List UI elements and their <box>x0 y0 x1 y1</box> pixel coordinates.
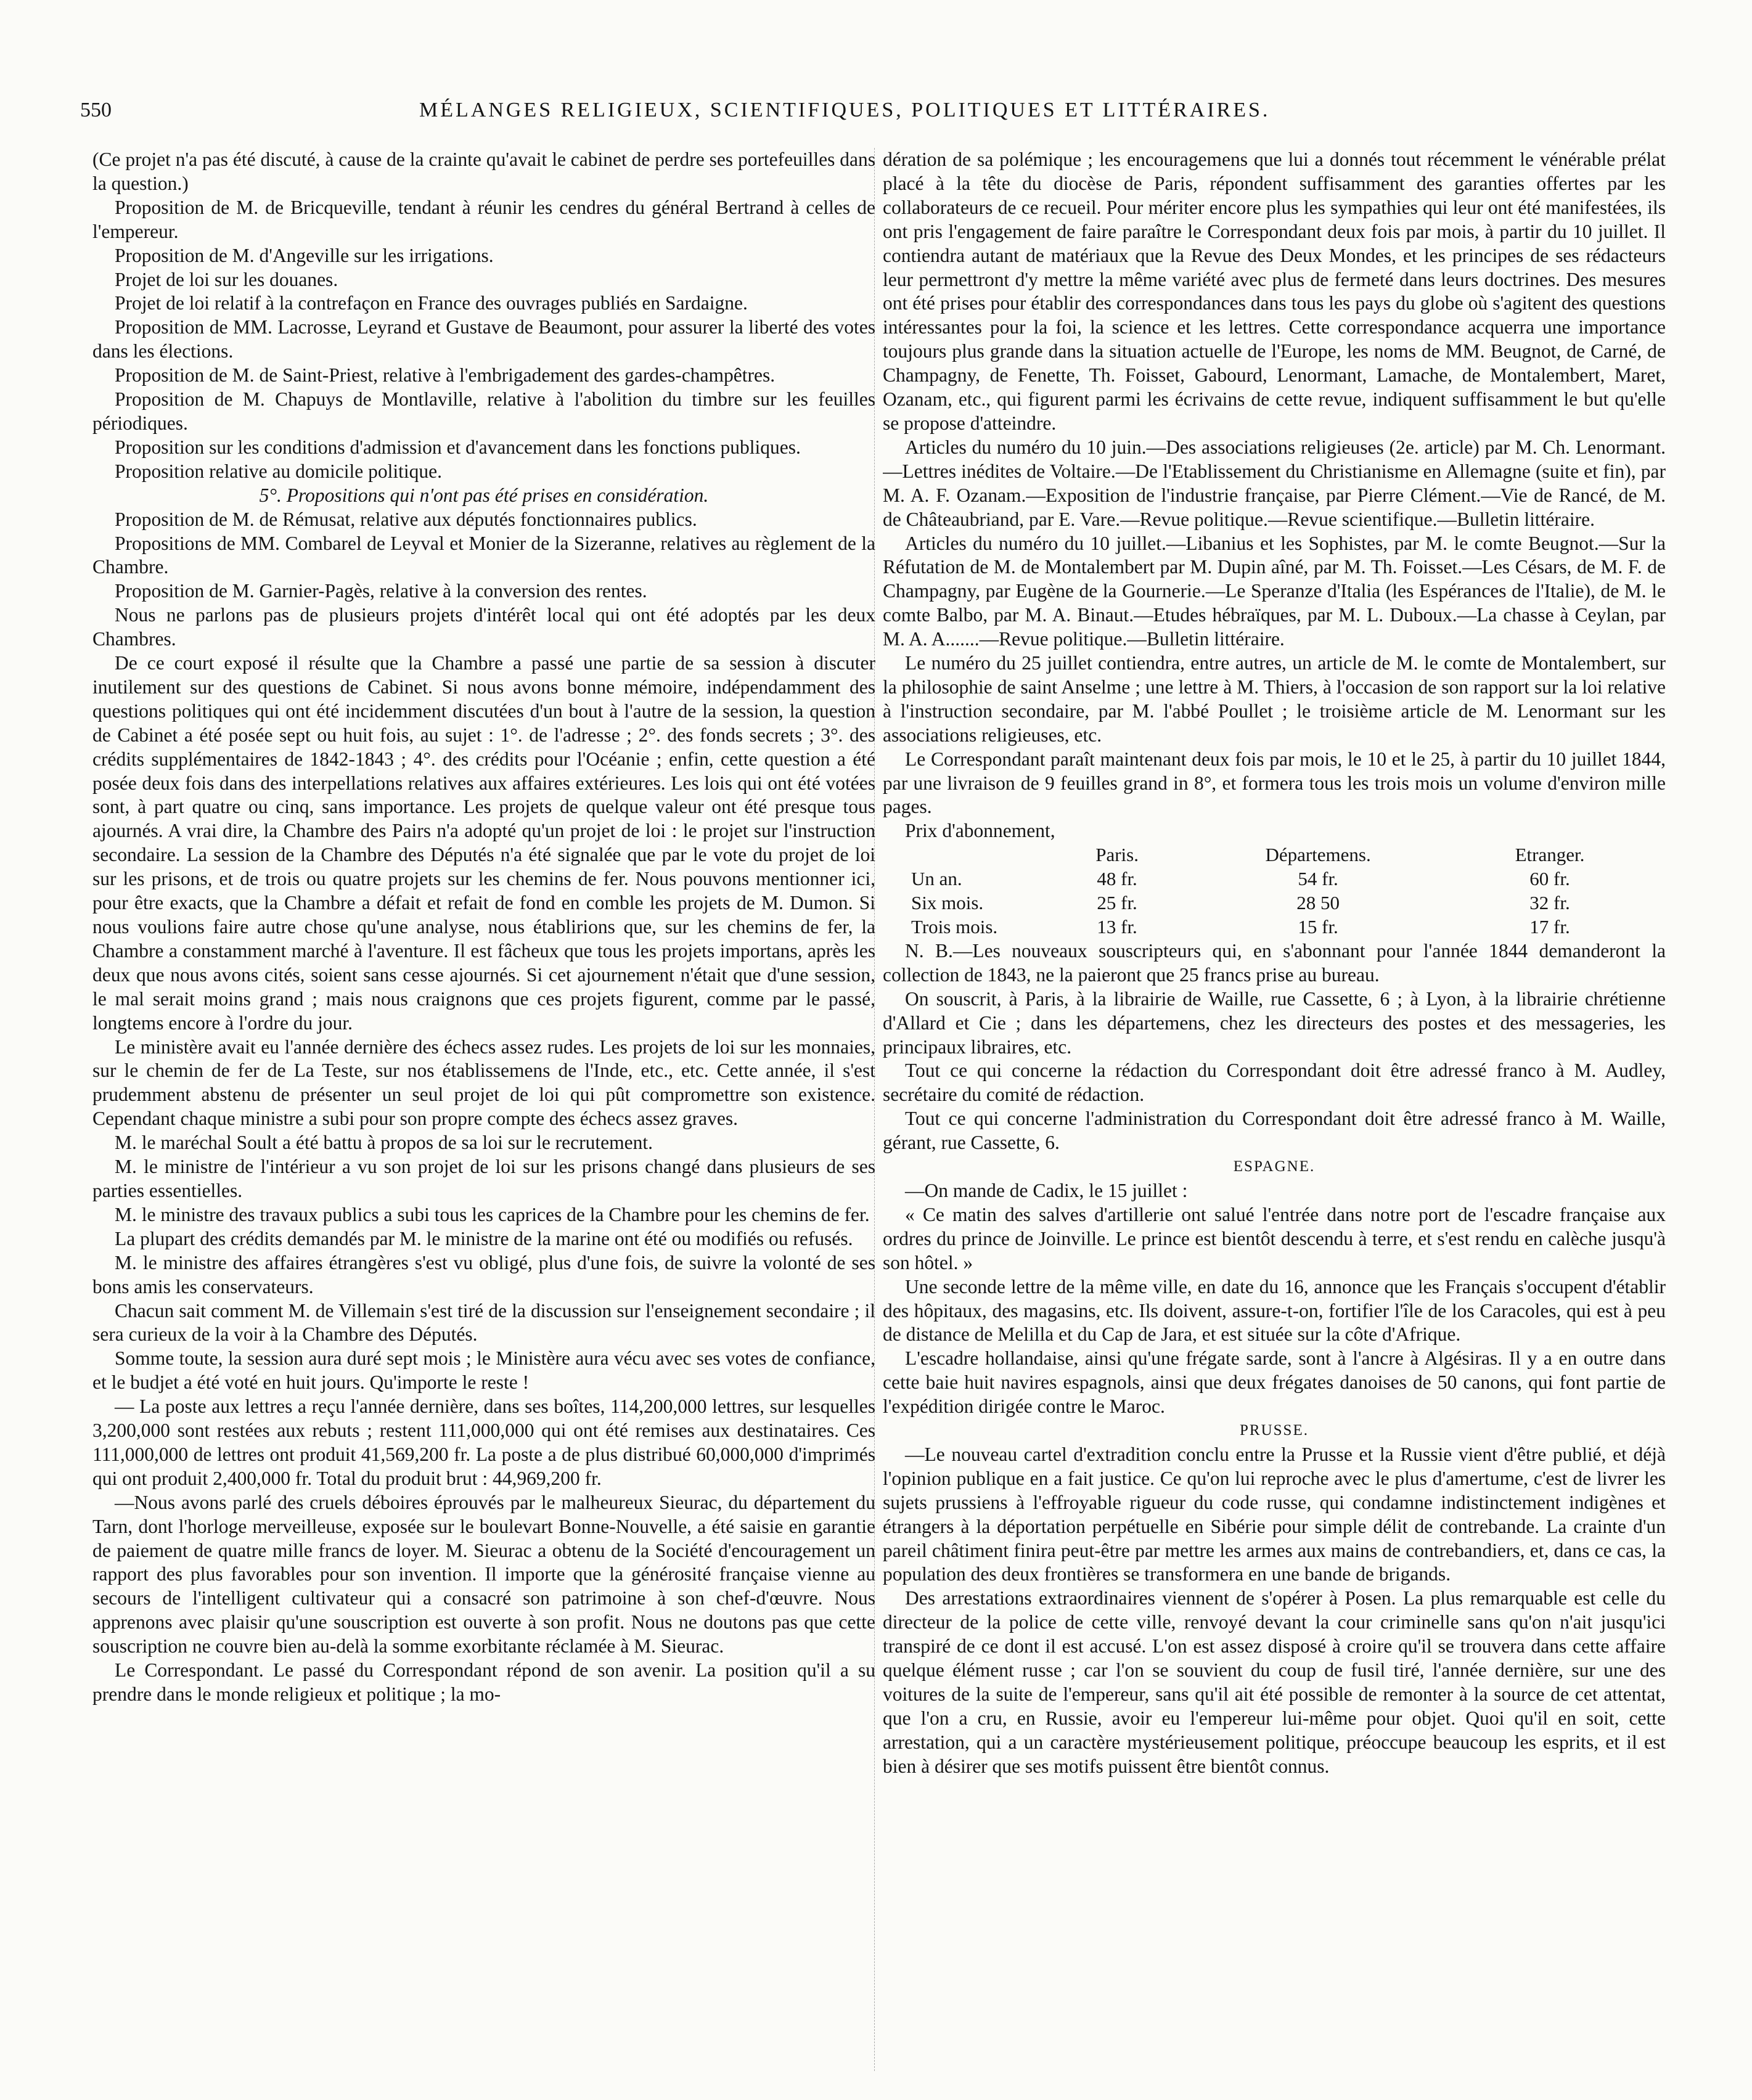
paragraph: Proposition de M. Chapuys de Montlaville, relative à l'abolition du timbre sur les feuilles périodiques. <box>92 388 875 434</box>
section-subheading: 5°. Propositions qui n'ont pas été prises en considération. <box>259 484 709 506</box>
paragraph: Le numéro du 25 juillet contiendra, entre autres, un article de M. le comte de Montalembert, sur la philosophie de saint Anselme ; une lettre à M. Thiers, à l'occasion de son rapport sur la loi relative à l'instruction secondaire, par M. l'abbé Poullet ; le troisième article de M. Lenormant sur les associations religieuses, etc. <box>883 652 1666 746</box>
paragraph: — La poste aux lettres a reçu l'année dernière, dans ses boîtes, 114,200,000 lettres, sur lesquelles 3,200,000 sont restées aux rebuts ; restent 111,000,000 qui ont été remises aux destinataires. Ces 111,000,000 de lettres ont produit 41,569,200 fr. La poste a de plus distribué 60,000,000 d'imprimés qui ont produit 2,400,000 fr. Total du produit brut : 44,969,200 fr. <box>92 1395 875 1489</box>
table-header-cell: Etranger. <box>1515 844 1585 866</box>
paragraph: M. le ministre des travaux publics a subi tous les caprices de la Chambre pour les chemins de fer. <box>115 1203 870 1225</box>
paragraph: Tout ce qui concerne l'administration du Correspondant doit être adressé franco à M. Waille, gérant, rue Cassette, 6. <box>883 1108 1666 1154</box>
table-cell: 25 fr. <box>1097 892 1137 914</box>
table-cell: 28 50 <box>1296 892 1340 914</box>
page-number: 550 <box>80 99 112 121</box>
table-cell: 54 fr. <box>1298 868 1338 890</box>
table-cell: Un an. <box>911 868 962 890</box>
table-cell: 60 fr. <box>1529 868 1570 890</box>
paragraph: Proposition sur les conditions d'admission et d'avancement dans les fonctions publiques. <box>115 436 801 458</box>
section-heading-espagne: ESPAGNE. <box>1233 1158 1316 1175</box>
table-cell: 13 fr. <box>1097 916 1137 938</box>
paragraph: De ce court exposé il résulte que la Chambre a passé une partie de sa session à discuter inutilement sur des questions de Cabinet. Si nous avons bonne mémoire, indépendamment des questions politiques qui ont été incidemment discutées d'un bout à l'autre de la session, la question de Cabinet a été posée sept ou huit fois, au sujet : 1°. de l'adresse ; 2°. des fonds secrets ; 3°. des crédits supplémentaires de 1842-1843 ; 4°. des crédits pour l'Océanie ; enfin, cette question a été posée deux fois dans des interpellations relatives aux affaires extérieures. Les lois qui ont été votées sont, à part quatre ou cinq, sans importance. Les projets de quelque valeur ont été presque tous ajournés. A vrai dire, la Chambre des Pairs n'a adopté qu'un projet de loi : le projet sur l'instruction secondaire. La session de la Chambre des Députés n'a été signalée que par le vote du projet de loi sur les prisons, et de trois ou quatre projets sur les chemins de fer. Nous pouvons mentionner ici, pour être exacts, que la Chambre a défait et refait de fond en comble les projets de M. Dumon. Si nous voulions faire autre chose qu'une analyse, nous établirions que, sur les chemins de fer, la Chambre a constamment marché à l'aventure. Il est fâcheux que tous les projets importans, après les deux que nous avons cités, soient sans cesse ajournés. Si cet ajournement n'était que d'une session, le mal serait moins grand ; mais nous craignons que ces projets figurent, comme par le passé, longtems encore à l'ordre du jour. <box>92 652 875 1034</box>
paragraph: Le Correspondant paraît maintenant deux fois par mois, le 10 et le 25, à partir du 10 juillet 1844, par une livraison de 9 feuilles grand in 8°, et formera tous les trois mois un volume d'environ mille pages. <box>883 748 1666 818</box>
left-column <box>92 148 875 2071</box>
table-cell: 15 fr. <box>1298 916 1338 938</box>
paragraph: Proposition de M. de Saint-Priest, relative à l'embrigadement des gardes-champêtres. <box>115 364 776 386</box>
paragraph: Proposition de M. Garnier-Pagès, relative à la conversion des rentes. <box>115 580 647 602</box>
section-heading-prusse: PRUSSE. <box>1240 1422 1309 1439</box>
subscription-price-table <box>905 843 1645 939</box>
paragraph: Articles du numéro du 10 juin.—Des associations religieuses (2e. article) par M. Ch. Lenormant.—Lettres inédites de Voltaire.—De l'Etablissement du Christianisme en Allemagne (suite et fin), par M. A. F. Ozanam.—Exposition de l'industrie française, par Pierre Clément.—Vie de Rancé, de M. de Châteaubriand, par E. Vare.—Revue politique.—Revue scientifique.—Bulletin littéraire. <box>883 436 1666 530</box>
table-row <box>905 891 1645 915</box>
table-cell: Six mois. <box>911 892 984 914</box>
table-row <box>905 867 1645 891</box>
running-title: MÉLANGES RELIGIEUX, SCIENTIFIQUES, POLITIQUES ET LITTÉRAIRES. <box>419 99 1271 121</box>
paragraph: Le ministère avait eu l'année dernière des échecs assez rudes. Les projets de loi sur les monnaies, sur le chemin de fer de La Teste, sur nos établissemens de l'Inde, etc., etc. Cette année, il s'est prudemment abstenu de présenter un seul projet de loi qui pût compromettre son existence. Cependant chaque ministre a subi pour son propre compte des échecs assez graves. <box>92 1036 875 1130</box>
paragraph: N. B.—Les nouveaux souscripteurs qui, en s'abonnant pour l'année 1844 demanderont la collection de 1843, ne la paieront que 25 francs prise au bureau. <box>883 939 1666 986</box>
paragraph: Le Correspondant. Le passé du Correspondant répond de son avenir. La position qu'il a su prendre dans le monde religieux et politique ; la mo- <box>92 1659 875 1705</box>
paragraph: M. le maréchal Soult a été battu à propos de sa loi sur le recrutement. <box>115 1132 653 1154</box>
right-column <box>883 148 1666 2071</box>
paragraph: —Le nouveau cartel d'extradition conclu entre la Prusse et la Russie vient d'être publié, et déjà l'opinion publique en a fait justice. Ce qu'on lui reproche avec le plus d'amertume, c'est de livrer les sujets prussiens à l'effroyable rigueur du code russe, qui condamne indistinctement indigènes et étrangers à la déportation perpétuelle en Sibérie pour simple délit de contrebande. La crainte d'un pareil châtiment finira peut-être par mettre les armes aux mains de contrebandiers, et, dans ce cas, la population des deux frontières se transformera en une bande de brigands. <box>883 1443 1666 1585</box>
table-header-cell <box>905 843 1053 867</box>
paragraph: Somme toute, la session aura duré sept mois ; le Ministère aura vécu avec ses votes de confiance, et le budjet a été voté en huit jours. Qu'importe le reste ! <box>92 1347 875 1394</box>
paragraph: —Nous avons parlé des cruels déboires éprouvés par le malheureux Sieurac, du département du Tarn, dont l'horloge merveilleuse, exposée sur le boulevart Bonne-Nouvelle, a été saisie en garantie de paiement de quatre mille francs de loyer. M. Sieurac a obtenu de la Société d'encouragement un rapport des plus favorables pour son invention. Il importe que la générosité française vienne au secours de l'intelligent cultivateur qui a consacré son patrimoine à son chef-d'œuvre. Nous apprenons avec plaisir qu'une souscription est ouverte à son profit. Nous ne doutons pas que cette souscription ne couvre bien au-delà la somme exorbitante réclamée à M. Sieurac. <box>92 1491 875 1657</box>
paragraph: Des arrestations extraordinaires viennent de s'opérer à Posen. La plus remarquable est celle du directeur de la police de cette ville, renvoyé devant la cour criminelle sans qu'on n'ait jusqu'ici transpiré de ce dont il est accusé. L'on est assez disposé à croire qu'il se trouvera dans cette affaire quelque élément russe ; car l'on se souvient du coup de fusil tiré, l'année dernière, sur une des voitures de la suite de l'empereur, sans qu'il ait été possible de remonter à la source de cet attentat, que l'on a cru, en Russie, avoir eu l'empereur lui-même pour objet. Quoi qu'il en soit, cette arrestation, qui a un caractère mystérieusement politique, préoccupe beaucoup les esprits, et il est bien à désirer que ses motifs puissent être bientôt connus. <box>883 1587 1666 1777</box>
paragraph: —On mande de Cadix, le 15 juillet : <box>905 1179 1188 1201</box>
paragraph: Propositions de MM. Combarel de Leyval et Monier de la Sizeranne, relatives au règlement de la Chambre. <box>92 532 875 578</box>
paragraph: Prix d'abonnement, <box>905 820 1055 842</box>
paragraph: Chacun sait comment M. de Villemain s'est tiré de la discussion sur l'enseignement secondaire ; il sera curieux de la voir à la Chambre des Députés. <box>92 1299 875 1346</box>
paragraph: Nous ne parlons pas de plusieurs projets d'intérêt local qui ont été adoptés par les deux Chambres. <box>92 604 875 650</box>
paragraph: On souscrit, à Paris, à la librairie de Waille, rue Cassette, 6 ; à Lyon, à la librairie chrétienne d'Allard et Cie ; dans les départemens, chez les directeurs des postes et des messageries, les principaux libraires, etc. <box>883 987 1666 1058</box>
paragraph: Une seconde lettre de la même ville, en date du 16, annonce que les Français s'occupent d'établir des hôpitaux, des magasins, etc. Ils doivent, assure-t-on, fortifier l'île de los Caracoles, qui est à peu de distance de Melilla et du Cap de Jara, et est située sur la côte d'Afrique. <box>883 1275 1666 1346</box>
paragraph: Tout ce qui concerne la rédaction du Correspondant doit être adressé franco à M. Audley, secrétaire du comité de rédaction. <box>883 1060 1666 1106</box>
paragraph: Proposition relative au domicile politique. <box>115 460 443 482</box>
table-header-row <box>905 843 1645 867</box>
paragraph: Proposition de M. de Rémusat, relative aux députés fonctionnaires publics. <box>115 508 697 530</box>
table-header-cell: Paris. <box>1095 844 1139 866</box>
paragraph: M. le ministre des affaires étrangères s'est vu obligé, plus d'une fois, de suivre la volonté de ses bons amis les conservateurs. <box>92 1251 875 1297</box>
page-header <box>80 99 1658 136</box>
paragraph: Articles du numéro du 10 juillet.—Libanius et les Sophistes, par M. le comte Beugnot.—Sur la Réfutation de M. de Montalembert par M. Dupin aîné, par M. Th. Foisset.—Les Césars, de M. F. de Champagny, par Eugène de la Gournerie.—Le Speranze d'Italia (les Espérances de l'Italie), de M. le comte Balbo, par M. A. Binaut.—Etudes hébraïques, par M. L. Duboux.—La chasse à Ceylan, par M. A. A.......—Revue politique.—Bulletin littéraire. <box>883 532 1666 650</box>
table-cell: Trois mois. <box>911 916 998 938</box>
table-cell: 17 fr. <box>1529 916 1570 938</box>
quoted-paragraph: « Ce matin des salves d'artillerie ont salué l'entrée dans notre port de l'escadre française aux ordres du prince de Joinville. Le prince est bientôt descendu à terre, et s'est rendu en calèche jusqu'à son hôtel. » <box>883 1203 1666 1273</box>
paragraph: Projet de loi sur les douanes. <box>115 268 338 290</box>
table-header-cell: Départemens. <box>1265 844 1371 866</box>
paragraph: M. le ministre de l'intérieur a vu son projet de loi sur les prisons changé dans plusieurs de ses parties essentielles. <box>92 1156 875 1201</box>
paragraph: dération de sa polémique ; les encouragemens que lui a donnés tout récemment le vénérable prélat placé à la tête du diocèse de Paris, répondent suffisamment des garanties offertes par les collaborateurs de ce recueil. Pour mériter encore plus les sympathies qui leur ont été manifestées, ils ont pris l'engagement de faire paraître le Correspondant deux fois par mois, à partir du 10 juillet. Il contiendra autant de matériaux que la Revue des Deux Mondes, et les principes de ses rédacteurs leur permettront d'y mettre la même variété avec plus de fermeté dans leurs doctrines. Des mesures ont été prises pour établir des correspondances dans tous les pays du globe où s'agitent des questions intéressantes pour la foi, la science et les lettres. Cette correspondance acquerra une importance toujours plus grande dans la situation actuelle de l'Europe, les noms de MM. Beugnot, de Carné, de Champagny, de Fenette, Th. Foisset, Gabourd, Lenormant, Lamache, de Montalembert, Maret, Ozanam, etc., qui figurent parmi les écrivains de cette revue, indiquent suffisamment le but qu'elle se propose d'atteindre. <box>883 149 1666 434</box>
table-row <box>905 915 1645 939</box>
paragraph: Proposition de M. d'Angeville sur les irrigations. <box>115 244 494 266</box>
paragraph: Projet de loi relatif à la contrefaçon en France des ouvrages publiés en Sardaigne. <box>115 292 748 314</box>
paragraph: Proposition de MM. Lacrosse, Leyrand et Gustave de Beaumont, pour assurer la liberté des votes dans les élections. <box>92 316 875 362</box>
table-cell: 48 fr. <box>1097 868 1137 890</box>
paragraph: La plupart des crédits demandés par M. le ministre de la marine ont été ou modifiés ou refusés. <box>115 1227 853 1249</box>
paragraph: (Ce projet n'a pas été discuté, à cause de la crainte qu'avait le cabinet de perdre ses portefeuilles dans la question.) <box>92 149 875 194</box>
paragraph: L'escadre hollandaise, ainsi qu'une frégate sarde, sont à l'ancre à Algésiras. Il y a en outre dans cette baie huit navires espagnols, ainsi que deux frégates danoises de 50 canons, qui font partie de l'expédition dirigée contre le Maroc. <box>883 1347 1666 1418</box>
table-cell: 32 fr. <box>1529 892 1570 914</box>
paragraph: Proposition de M. de Bricqueville, tendant à réunir les cendres du général Bertrand à celles de l'empereur. <box>92 196 875 242</box>
